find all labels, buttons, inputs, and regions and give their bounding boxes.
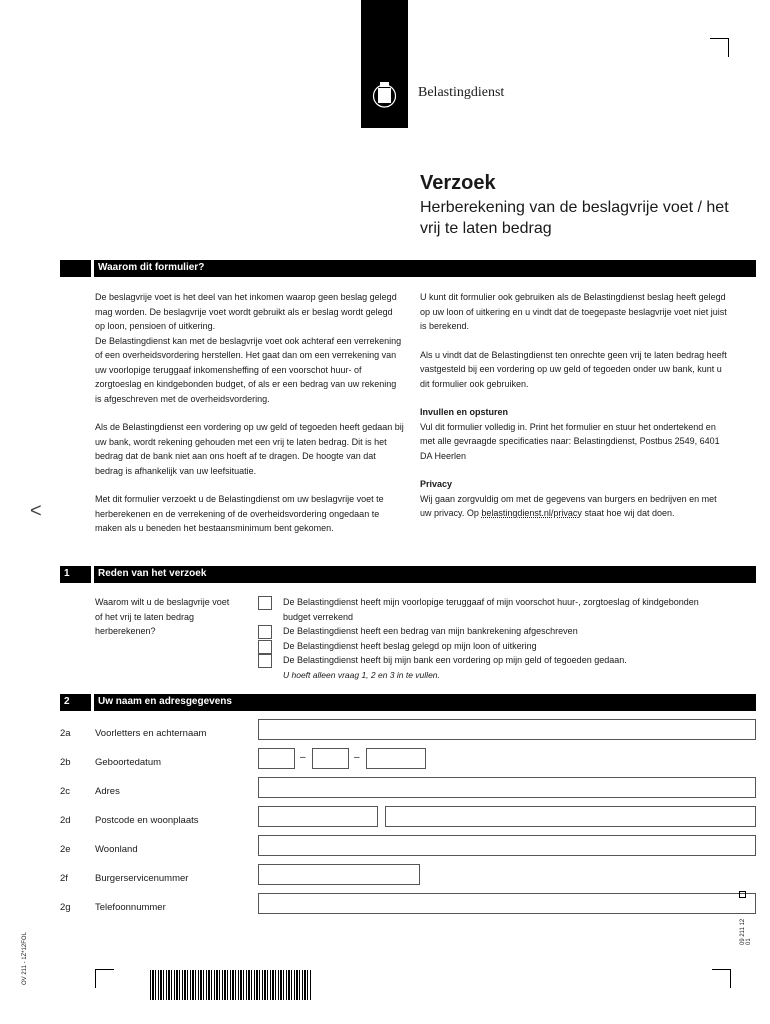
reason-checkbox-3[interactable] (258, 640, 272, 654)
logo-bar (361, 0, 408, 128)
bar-separator (91, 694, 94, 711)
date-separator: – (300, 752, 306, 763)
form-subtitle: Herberekening van de beslagvrije voet / het vrij te laten bedrag (420, 199, 729, 237)
section-1-question: Waarom wilt u de beslagvrije voet of het vrij te laten bedrag herberekenen? (95, 597, 230, 636)
privacy-text-end: staat hoe wij dat doen. (584, 508, 675, 518)
form-code-right: 09 211 12 01 (740, 918, 752, 945)
section-1-bar (60, 566, 756, 583)
bar-separator (91, 566, 94, 583)
section-1-label: Reden van het verzoek (98, 568, 207, 579)
brand-name: Belastingdienst (418, 85, 505, 100)
field-number: 2e (60, 844, 71, 855)
intro-bar-label: Waarom dit formulier? (98, 262, 205, 273)
intro-paragraph: Als u vindt dat de Belastingdienst ten onrechte geen vrij te laten bedrag heeft vastgesteld bij een vordering op uw geld of tegoeden onder uw bank, kunt u dit formulier ook gebruiken. (420, 349, 727, 389)
field-number: 2a (60, 728, 71, 739)
birth-month-input[interactable] (312, 748, 349, 769)
field-label: Adres (95, 786, 120, 797)
reason-option-1: De Belastingdienst heeft mijn voorlopige teruggaaf of mijn voorschot huur-, zorgtoeslag of kindgebonden budget verrekend (283, 597, 699, 622)
crop-mark (95, 969, 114, 988)
field-number: 2d (60, 815, 71, 826)
intro-paragraph: De Belastingdienst kan met de beslagvrije voet ook achteraf een verrekening of een overheidsvordering herstellen. Het gaat dan om een verrekening van uw voorlopige teruggaaf inkomensheffing of een voorschot huur- of zorgtoeslag en kindgebonden budget, of als er een bedrag van uw rekening is afgeschreven met de overheidsvordering. (95, 335, 402, 404)
form-code-left: OV 211 - 1Z*12FOL (22, 932, 28, 985)
crop-mark (710, 38, 729, 57)
privacy-link[interactable]: belastingdienst.nl/privacy (481, 508, 582, 518)
privacy-text-start: Wij gaan zorgvuldig om met de gegevens van burgers en bedrijven en met uw privacy. Op (420, 493, 717, 518)
name-input[interactable] (258, 719, 756, 740)
section-2-bar (60, 694, 756, 711)
field-label: Telefoonnummer (95, 902, 166, 913)
privacy-text (420, 492, 730, 521)
address-input[interactable] (258, 777, 756, 798)
nav-arrow-icon[interactable]: < (30, 500, 42, 522)
reason-checkbox-4[interactable] (258, 654, 272, 668)
intro-bar (60, 260, 756, 277)
form-title: Verzoek (420, 172, 496, 194)
reason-option-4: De Belastingdienst heeft bij mijn bank een vordering op mijn geld of tegoeden gedaan. (283, 655, 627, 665)
reason-checkbox-2[interactable] (258, 625, 272, 639)
crop-mark (712, 969, 731, 988)
phone-input[interactable] (258, 893, 756, 914)
fill-heading: Invullen en opsturen (420, 407, 509, 417)
birth-year-input[interactable] (366, 748, 426, 769)
field-label: Burgerservicenummer (95, 873, 189, 884)
field-number: 2b (60, 757, 71, 768)
section-1-note: U hoeft alleen vraag 1, 2 en 3 in te vullen. (283, 670, 440, 680)
fill-text: Vul dit formulier volledig in. Print het formulier en stuur het ondertekend en met alle gevraagde specificaties naar: Belastingdienst, Postbus 2549, 6401 DA Heerlen (420, 421, 720, 461)
field-number: 2c (60, 786, 71, 797)
field-number: 2f (60, 873, 68, 884)
field-number: 2g (60, 902, 71, 913)
bsn-input[interactable] (258, 864, 420, 885)
reason-option-2: De Belastingdienst heeft een bedrag van mijn bankrekening afgeschreven (283, 626, 578, 636)
intro-left-column (95, 290, 405, 536)
field-label: Postcode en woonplaats (95, 815, 199, 826)
city-input[interactable] (385, 806, 756, 827)
field-label: Voorletters en achternaam (95, 728, 207, 739)
intro-paragraph: U kunt dit formulier ook gebruiken als de Belastingdienst beslag heeft gelegd op uw loon of uitkering en u vindt dat de toegepaste beslagvrije voet niet juist is berekend. (420, 292, 727, 331)
section-2-number: 2 (64, 696, 70, 707)
barcode (150, 970, 312, 1000)
intro-right-column (420, 290, 730, 521)
intro-paragraph: De beslagvrije voet is het deel van het inkomen waarop geen beslag gelegd mag worden. De beslagvrije voet wordt gebruikt als er beslag wordt gelegd op loon, pensioen of uitkering. (95, 292, 397, 331)
field-label: Woonland (95, 844, 138, 855)
marker-square (739, 891, 746, 898)
intro-paragraph: Als de Belastingdienst een vordering op uw geld of tegoeden heeft gedaan bij uw bank, wordt rekening gehouden met een vrij te laten bedrag. Dit is het bedrag dat de bank niet aan ons hoeft af te dragen. De hoogte van dat bedrag is afhankelijk van uw leefsituatie. (95, 422, 404, 476)
bar-separator (91, 260, 94, 277)
reason-checkbox-1[interactable] (258, 596, 272, 610)
birth-day-input[interactable] (258, 748, 295, 769)
reason-option-3: De Belastingdienst heeft beslag gelegd op mijn loon of uitkering (283, 641, 537, 651)
section-1-number: 1 (64, 568, 70, 579)
intro-paragraph: Met dit formulier verzoekt u de Belastingdienst om uw beslagvrije voet te herberekenen en de verrekening of de overheidsvordering ongedaan te maken als u beneden het bestaansminimum bent gekomen. (95, 494, 384, 533)
section-2-label: Uw naam en adresgegevens (98, 696, 232, 707)
crest-icon (361, 0, 408, 128)
country-input[interactable] (258, 835, 756, 856)
field-label: Geboortedatum (95, 757, 162, 768)
privacy-heading: Privacy (420, 479, 453, 489)
postcode-input[interactable] (258, 806, 378, 827)
date-separator: – (354, 752, 360, 763)
